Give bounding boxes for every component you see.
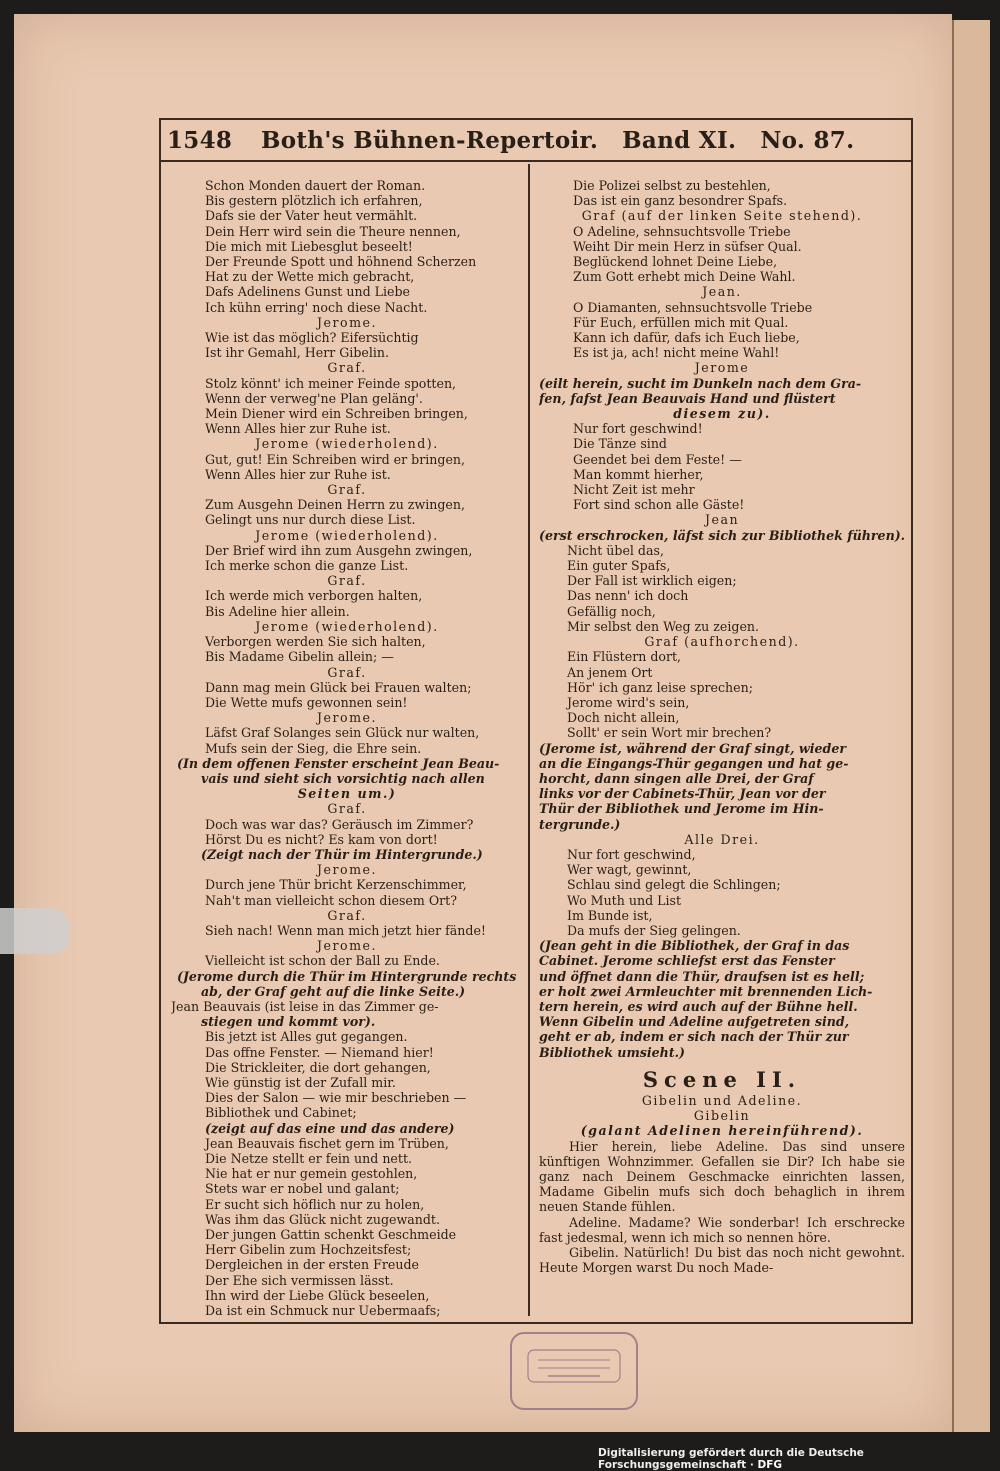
stage-direction: (Zeigt nach der Thür im Hintergrunde.) (201, 846, 483, 862)
stage-direction: tern herein, es wird auch auf der Bühne hell. (539, 998, 858, 1014)
stage-direction: Cabinet. Jerome schliefst erst das Fenster (539, 953, 835, 969)
speaker-name: Graf. (327, 664, 367, 680)
verse-line: Ich merke schon die ganze List. (205, 558, 409, 574)
speaker-name: Jerome (wiederholend). (255, 527, 439, 543)
verse-line: Bis gestern plötzlich ich erfahren, (205, 193, 423, 209)
verse-line: Schon Monden dauert der Roman. (205, 178, 426, 193)
scene-speaker: Gibelin (693, 1108, 751, 1124)
speaker-name: Graf (auf der linken Seite stehend). (581, 208, 863, 224)
verse-line: Doch nicht allein, (567, 710, 680, 726)
speaker-name: Graf. (327, 482, 367, 498)
issue-number: No. 87. (760, 126, 855, 154)
verse-line: Dafs Adelinens Gunst und Liebe (205, 284, 410, 300)
speaker-name: Jerome (wiederholend). (255, 436, 439, 452)
verse-line: Dafs sie der Vater heut vermählt. (205, 208, 418, 224)
verse-line: Die Strickleiter, die dort gehangen, (205, 1059, 431, 1075)
speaker-name: Alle Drei. (684, 831, 760, 847)
verse-line: Das nenn' ich doch (567, 588, 689, 604)
stage-direction: stiegen und kommt vor). (201, 1014, 376, 1030)
verse-line: Sieh nach! Wenn man mich jetzt hier fände! (205, 922, 486, 938)
verse-line: Mufs sein der Sieg, die Ehre sein. (205, 740, 422, 756)
verse-line: Jean Beauvais fischet gern im Trüben, (205, 1135, 449, 1151)
verse-line: Das ist ein ganz besondrer Spafs. (573, 193, 788, 209)
verse-line: Der jungen Gattin schenkt Geschmeide (205, 1227, 457, 1243)
stage-direction: diesem zu). (673, 406, 771, 422)
verse-line: Doch was war das? Geräusch im Zimmer? (205, 816, 474, 832)
verse-line: Ein Flüstern dort, (567, 649, 682, 665)
verse-line: Läfst Graf Solanges sein Glück nur walten, (205, 725, 480, 741)
verse-line: Ihn wird der Liebe Glück beseelen, (205, 1287, 430, 1303)
verse-line: Wo Muth und List (567, 892, 682, 908)
speaker-name: Jean (704, 512, 740, 528)
verse-line: Weiht Dir mein Herz in süfser Qual. (573, 238, 802, 254)
publication-title: Both's Bühnen-Repertoir. (261, 126, 599, 154)
speaker-name: Jerome. (316, 862, 377, 878)
verse-line: Gut, gut! Ein Schreiben wird er bringen, (205, 451, 466, 467)
stage-direction: (zeigt auf das eine und das andere) (205, 1120, 455, 1136)
verse-line: Durch jene Thür bricht Kerzenschimmer, (205, 877, 467, 893)
verse-line: O Adeline, sehnsuchtsvolle Triebe (573, 223, 791, 239)
stage-direction: (eilt herein, sucht im Dunkeln nach dem Gra- (539, 375, 862, 391)
verse-line: Wer wagt, gewinnt, (567, 862, 692, 878)
verse-line: Nie hat er nur gemein gestohlen, (205, 1166, 418, 1182)
verse-line: Vielleicht ist schon der Ball zu Ende. (205, 953, 440, 969)
left-column (171, 178, 523, 1318)
verse-line: Wenn Alles hier zur Ruhe ist. (205, 466, 391, 482)
verse-line: Jerome wird's sein, (567, 694, 690, 710)
next-page-edge (952, 20, 990, 1432)
verse-line: Nah't man vielleicht schon diesem Ort? (205, 892, 457, 908)
footer-text: Digitalisierung gefördert durch die Deutsche Forschungsgemeinschaft · (598, 1447, 864, 1471)
text-frame (159, 118, 913, 1324)
verse-line: Das offne Fenster. — Niemand hier! (205, 1044, 434, 1060)
verse-line: Die Wette mufs gewonnen sein! (205, 694, 408, 710)
scanner-clip (0, 908, 70, 954)
scene-heading: Scene II. (642, 1066, 802, 1092)
stage-direction: ab, der Graf geht auf die linke Seite.) (201, 983, 466, 999)
stage-direction: Seiten um.) (297, 786, 397, 802)
stage-direction: (erst erschrocken, läfst sich zur Bibliothek führen). (539, 527, 905, 543)
stage-direction: an die Eingangs-Thür gegangen und hat ge- (539, 755, 849, 771)
scene-persons: Gibelin und Adeline. (641, 1092, 803, 1108)
verse-line: Der Freunde Spott und höhnend Scherzen (205, 254, 477, 270)
verse-line: Hörst Du es nicht? Es kam von dort! (205, 831, 438, 847)
verse-line: Schlau sind gelegt die Schlingen; (567, 877, 781, 893)
verse-line: Wenn Alles hier zur Ruhe ist. (205, 421, 391, 437)
scene-prose: Hier herein, liebe Adeline. Das sind unsere künftigen Wohnzimmer. Gefallen sie Dir? Ich habe sie ganz nach Deinem Geschmacke einrichten lassen, Madame Gibelin mufs sich doch behaglich in ihrem neuen Stande fühlen. (539, 1138, 905, 1215)
verse-line: Dies der Salon — wie mir beschrieben — (205, 1090, 467, 1106)
right-column (539, 178, 905, 1275)
verse-line: Beglückend lohnet Deine Liebe, (573, 254, 778, 270)
scanned-page (14, 14, 952, 1432)
stage-direction: Bibliothek umsieht.) (539, 1044, 685, 1060)
verse-line: Für Euch, erfüllen mich mit Qual. (573, 314, 789, 330)
verse-line: Bibliothek und Cabinet; (205, 1105, 357, 1121)
verse-line: Zum Ausgehn Deinen Herrn zu zwingen, (205, 497, 465, 513)
verse-line: Stets war er nobel und galant; (205, 1181, 400, 1197)
stage-direction: (Jerome durch die Thür im Hintergrunde rechts (177, 968, 517, 984)
page-number: 1548 (167, 126, 233, 154)
speaker-name: Graf. (327, 573, 367, 589)
verse-line: Nur fort geschwind, (567, 846, 696, 862)
speaker-name: Jerome. (316, 314, 377, 330)
verse-line: Der Fall ist wirklich eigen; (567, 573, 737, 589)
verse-line: O Diamanten, sehnsuchtsvolle Triebe (573, 299, 813, 315)
speaker-name: Jerome. (316, 938, 377, 954)
speaker-name: Graf. (327, 907, 367, 923)
library-stamp (510, 1332, 638, 1410)
stage-direction: vais und sieht sich vorsichtig nach allen (201, 770, 485, 786)
verse-line: Gefällig noch, (567, 603, 656, 619)
stage-direction: links vor der Cabinets-Thür, Jean vor der (539, 786, 826, 802)
column-divider (528, 164, 530, 1316)
speaker-name: Graf. (327, 801, 367, 817)
verse-line: Gelingt uns nur durch diese List. (205, 512, 416, 528)
stage-direction: er holt zwei Armleuchter mit brennenden Lich- (539, 983, 873, 999)
verse-line: Mein Diener wird ein Schreiben bringen, (205, 406, 468, 422)
verse-line: Ist ihr Gemahl, Herr Gibelin. (205, 345, 390, 361)
stage-direction: Wenn Gibelin und Adeline aufgetreten sind, (539, 1014, 850, 1030)
verse-line: Ein guter Spafs, (567, 558, 671, 574)
verse-line: Geendet bei dem Feste! — (573, 451, 742, 467)
verse-line: Jean Beauvais (ist leise in das Zimmer ge- (171, 998, 439, 1014)
scene-prose: Gibelin. Natürlich! Du bist das noch nicht gewohnt. Heute Morgen warst Du noch Made- (539, 1245, 905, 1276)
verse-line: Ich werde mich verborgen halten, (205, 588, 423, 604)
stage-direction: und öffnet dann die Thür, draufsen ist es hell; (539, 968, 865, 984)
verse-line: Der Ehe sich vermissen lässt. (205, 1272, 394, 1288)
verse-line: Dann mag mein Glück bei Frauen walten; (205, 679, 472, 695)
verse-line: Er sucht sich höflich nur zu holen, (205, 1196, 425, 1212)
verse-line: Da ist ein Schmuck nur Uebermaafs; (205, 1303, 441, 1319)
verse-line: Dein Herr wird sein die Theure nennen, (205, 223, 461, 239)
verse-line: Die mich mit Liebesglut beseelt! (205, 238, 413, 254)
stage-direction: (Jerome ist, während der Graf singt, wieder (539, 740, 847, 756)
verse-line: Hat zu der Wette mich gebracht, (205, 269, 415, 285)
verse-line: Mir selbst den Weg zu zeigen. (567, 618, 760, 634)
verse-line: Hör' ich ganz leise sprechen; (567, 679, 753, 695)
verse-line: Kann ich dafür, dafs ich Euch liebe, (573, 330, 800, 346)
verse-line: Zum Gott erhebt mich Deine Wahl. (573, 269, 796, 285)
verse-line: Man kommt hierher, (573, 466, 704, 482)
verse-line: Bis jetzt ist Alles gut gegangen. (205, 1029, 408, 1045)
dfg-logo-icon: DFG (757, 1459, 783, 1471)
footer-credit (598, 1447, 1000, 1471)
verse-line: Wie ist das möglich? Eifersüchtig (205, 330, 419, 346)
scene-direction: (galant Adelinen hereinführend). (580, 1123, 864, 1139)
verse-line: Fort sind schon alle Gäste! (573, 497, 745, 513)
volume-label: Band XI. (622, 126, 737, 154)
right-column-verse (539, 178, 905, 1060)
verse-line: Wie günstig ist der Zufall mir. (205, 1074, 396, 1090)
stage-direction: Thür der Bibliothek und Jerome im Hin- (539, 801, 824, 817)
verse-line: Der Brief wird ihn zum Ausgehn zwingen, (205, 542, 473, 558)
verse-line: Was ihm das Glück nicht zugewandt. (205, 1211, 440, 1227)
stage-direction: fen, fafst Jean Beauvais Hand und flüstert (539, 390, 836, 406)
verse-line: Sollt' er sein Wort mir brechen? (567, 725, 772, 741)
verse-line: Nicht Zeit ist mehr (573, 482, 695, 498)
verse-line: Die Netze stellt er fein und nett. (205, 1151, 413, 1166)
speaker-name: Jerome (wiederholend). (255, 618, 439, 634)
verse-line: Herr Gibelin zum Hochzeitsfest; (205, 1242, 412, 1258)
stage-direction: (In dem offenen Fenster erscheint Jean Beau- (177, 755, 500, 771)
verse-line: Die Polizei selbst zu bestehlen, (573, 178, 771, 193)
speaker-name: Jean. (702, 284, 742, 300)
verse-line: Da mufs der Sieg gelingen. (567, 922, 741, 938)
stage-direction: tergrunde.) (539, 816, 621, 832)
verse-line: Stolz könnt' ich meiner Feinde spotten, (205, 375, 457, 391)
stamp-seal-icon (524, 1346, 624, 1386)
verse-line: Bis Madame Gibelin allein; — (205, 649, 394, 665)
verse-line: Nicht übel das, (567, 542, 664, 558)
verse-line: Die Tänze sind (573, 436, 667, 452)
verse-line: Dergleichen in der ersten Freude (205, 1257, 419, 1273)
verse-line: Im Bunde ist, (567, 907, 653, 923)
verse-line: An jenem Ort (567, 664, 653, 680)
verse-line: Ich kühn erring' noch diese Nacht. (205, 299, 428, 315)
stage-direction: geht er ab, indem er sich nach der Thür zur (539, 1029, 849, 1045)
stage-direction: horcht, dann singen alle Drei, der Graf (539, 770, 814, 786)
speaker-name: Jerome (694, 360, 750, 376)
scene-prose: Adeline. Madame? Wie sonderbar! Ich erschrecke fast jedesmal, wenn ich mich so nennen höre. (539, 1214, 905, 1245)
verse-line: Es ist ja, ach! nicht meine Wahl! (573, 345, 780, 361)
speaker-name: Jerome. (316, 710, 377, 726)
speaker-name: Graf. (327, 360, 367, 376)
verse-line: Wenn der verweg'ne Plan geläng'. (205, 390, 423, 406)
verse-line: Nur fort geschwind! (573, 421, 703, 437)
stage-direction: (Jean geht in die Bibliothek, der Graf in das (539, 938, 850, 954)
speaker-name: Graf (aufhorchend). (644, 634, 800, 650)
verse-line: Verborgen werden Sie sich halten, (205, 634, 426, 650)
page-header (161, 120, 911, 162)
verse-line: Bis Adeline hier allein. (205, 603, 350, 619)
